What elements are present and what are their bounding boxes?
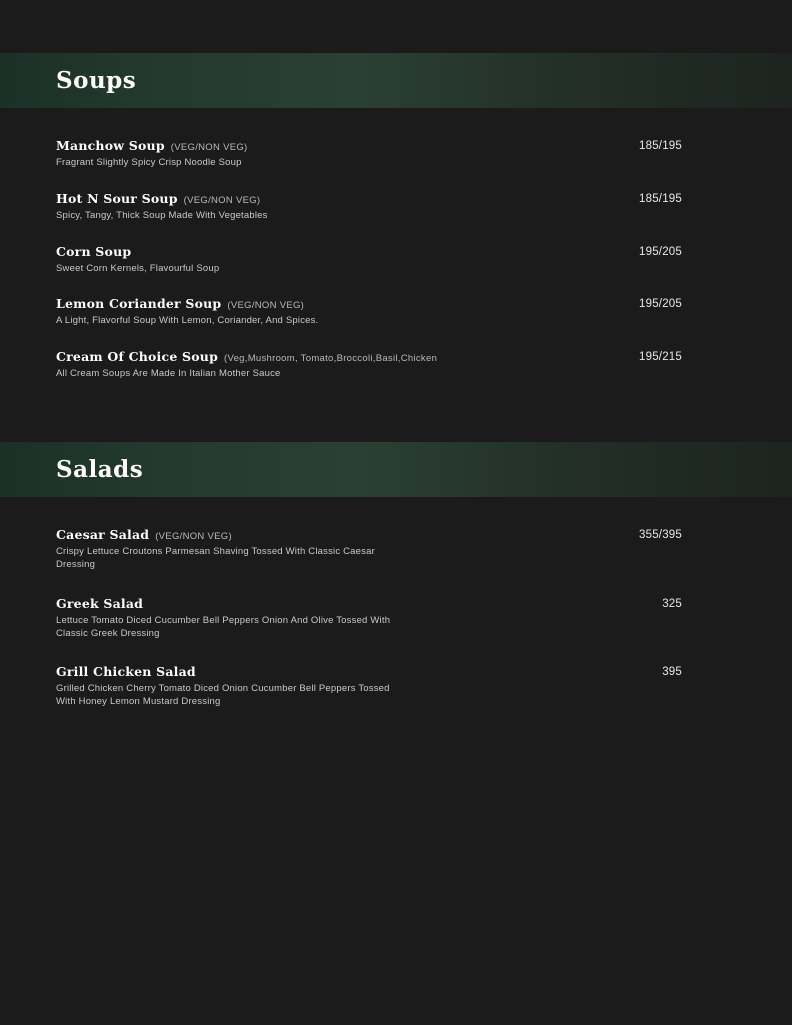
menu-item-name: Lemon Coriander Soup xyxy=(56,296,222,312)
menu-item-name: Caesar Salad xyxy=(56,527,150,543)
menu-item-description: Grilled Chicken Cherry Tomato Diced Onion Cucumber Bell Peppers Tossed With Honey Lemon Mustard Dressing xyxy=(56,683,390,708)
menu-item-title-row xyxy=(56,527,401,542)
menu-item xyxy=(56,527,682,572)
section-header-salads xyxy=(0,442,792,497)
menu-item xyxy=(56,296,682,328)
menu-item-description: Sweet Corn Kernels, Flavourful Soup xyxy=(56,262,220,274)
menu-item-price: 195/215 xyxy=(639,351,682,364)
menu-item-price: 195/205 xyxy=(639,298,682,311)
section-title: Salads xyxy=(56,456,144,484)
menu-item-description: Fragrant Slightly Spicy Crisp Noodle Soup xyxy=(56,157,242,168)
menu-item-info xyxy=(56,244,219,276)
menu-item-price: 355/395 xyxy=(639,529,682,542)
menu-item-title-row xyxy=(56,296,318,311)
menu-item-price: 195/205 xyxy=(639,245,682,258)
menu-item-title-row xyxy=(56,191,268,206)
menu-item-name: Manchow Soup xyxy=(56,138,165,153)
menu-item-tag: (Veg,Mushroom, Tomato,Broccoli,Basil,Chicken xyxy=(224,353,438,365)
menu-item-title-row xyxy=(56,349,437,364)
menu-item-price: 185/195 xyxy=(639,140,682,152)
menu-item-name: Greek Salad xyxy=(56,595,144,611)
top-spacer xyxy=(0,0,792,53)
section-items-salads xyxy=(0,497,792,709)
menu-item-title-row xyxy=(56,138,248,153)
menu-item-tag: (VEG/NON VEG) xyxy=(227,300,305,312)
menu-item-name: Grill Chicken Salad xyxy=(56,664,196,680)
section-title: Soups xyxy=(56,67,137,94)
section-header-soups xyxy=(0,53,792,108)
menu-item-info xyxy=(56,596,401,641)
menu-item-description: All Cream Soups Are Made In Italian Mother Sauce xyxy=(56,368,281,380)
menu-item-description: Spicy, Tangy, Thick Soup Made With Vegetables xyxy=(56,209,268,221)
menu-item-title-row xyxy=(56,596,401,611)
menu-item-description: Lettuce Tomato Diced Cucumber Bell Peppers Onion And Olive Tossed With Classic Greek Dressing xyxy=(56,614,391,639)
menu-item-description: A Light, Flavorful Soup With Lemon, Coriander, And Spices. xyxy=(56,315,319,327)
menu-item xyxy=(56,138,682,170)
menu-item-tag: (VEG/NON VEG) xyxy=(183,194,261,206)
menu-item-info xyxy=(56,191,268,223)
menu-item-title-row xyxy=(56,244,219,259)
menu-section-soups xyxy=(0,53,792,381)
menu-item-price: 185/195 xyxy=(639,192,682,205)
menu-item xyxy=(56,664,682,709)
menu-item xyxy=(56,349,682,381)
menu-item-price: 325 xyxy=(662,597,682,610)
menu-item-tag: (VEG/NON VEG) xyxy=(170,142,248,153)
section-gap xyxy=(0,402,792,442)
menu-item-title-row xyxy=(56,664,401,679)
menu-item-info xyxy=(56,664,401,709)
menu-item-info xyxy=(56,138,248,170)
section-items-soups xyxy=(0,108,792,381)
menu-item-info xyxy=(56,527,401,572)
menu-item-description: Crispy Lettuce Croutons Parmesan Shaving Tossed With Classic Caesar Dressing xyxy=(56,546,375,570)
menu-item xyxy=(56,244,682,276)
menu-item-price: 395 xyxy=(662,666,682,679)
menu-item-info xyxy=(56,349,437,381)
menu-item xyxy=(56,596,682,641)
menu-item-tag: (VEG/NON VEG) xyxy=(155,531,232,543)
menu-item-name: Hot N Sour Soup xyxy=(56,190,178,206)
menu-item-info xyxy=(56,296,318,328)
menu-item-name: Corn Soup xyxy=(56,243,132,259)
menu-item xyxy=(56,191,682,223)
menu-section-salads xyxy=(0,442,792,709)
menu-item-name: Cream Of Choice Soup xyxy=(56,349,219,365)
